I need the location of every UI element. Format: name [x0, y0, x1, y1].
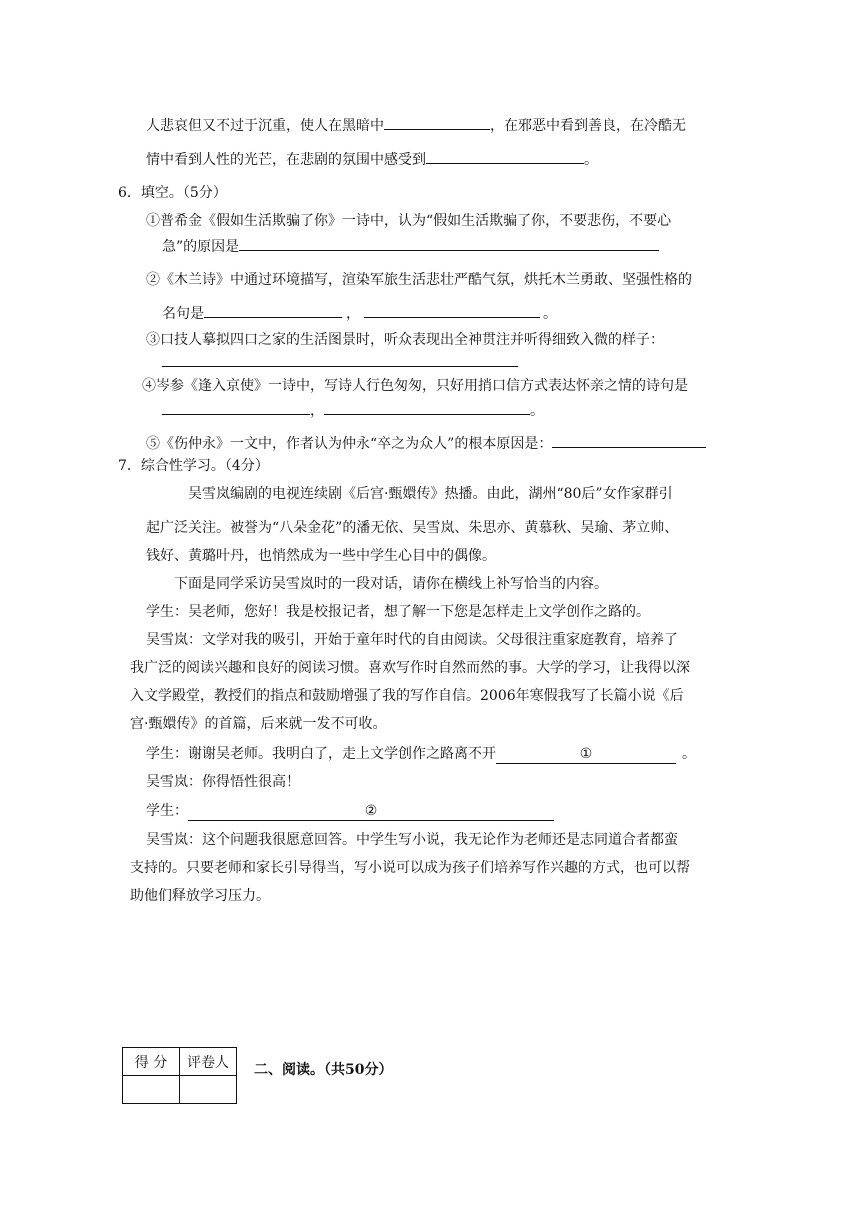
continued-text-line-1: 人悲哀但又不过于沉重，使人在黑暗中 ，在邪恶中看到善良，在冷酷无: [146, 115, 686, 136]
score-table: [122, 1047, 237, 1104]
answer-blank-2[interactable]: ②: [188, 802, 554, 821]
dialogue-author-3-line-2: 支持的。只要老师和家长引导得当，写小说可以成为孩子们培养写作兴趣的方式，也可以帮: [130, 860, 690, 876]
answer-blank[interactable]: [239, 236, 659, 251]
dialogue-author-1-line-1: 吴雪岚：文学对我的吸引，开始于童年时代的自由阅读。父母很注重家庭教育，培养了: [146, 632, 678, 648]
dialogue-author-1-line-4: 宫·甄嬛传》的首篇，后来就一发不可收。: [130, 716, 387, 732]
dialogue-student-3: 学生： ②: [146, 801, 554, 821]
answer-blank[interactable]: [426, 149, 584, 164]
answer-blank[interactable]: [384, 115, 490, 130]
q7-para-1-line-1: 吴雪岚编剧的电视连续剧《后宫·甄嬛传》热播。由此，湖州“80后”女作家群引: [188, 486, 673, 502]
answer-blank[interactable]: [204, 303, 342, 318]
q7-para-1-line-2: 起广泛关注。被誉为“八朵金花”的潘无依、吴雪岚、朱思亦、黄慕秋、吴瑜、茅立帅、: [146, 520, 679, 536]
dialogue-student-2: 学生：谢谢吴老师。我明白了，走上文学创作之路离不开 ① 。: [146, 746, 696, 762]
q6-item-3-line-2: [162, 352, 518, 373]
q6-item-5: ⑤《伤仲永》一文中，作者认为仲永“卒之为众人”的根本原因是：: [146, 433, 706, 454]
grader-header: 评卷人: [180, 1048, 237, 1076]
q6-item-1-line-2: 急”的原因是: [162, 236, 659, 257]
dialogue-author-3-line-3: 助他们释放学习压力。: [130, 888, 270, 904]
dialogue-author-2: 吴雪岚：你得悟性很高！: [146, 774, 300, 790]
q7-para-1-line-3: 钱好、黄璐叶丹，也悄然成为一些中学生心目中的偶像。: [146, 548, 496, 564]
answer-blank-1[interactable]: ①: [496, 745, 676, 764]
q6-item-3-line-1: ③口技人摹拟四口之家的生活图景时，听众表现出全神贯注并听得细致入微的样子：: [146, 332, 664, 348]
continued-text-line-2: 情中看到人性的光芒，在悲剧的氛围中感受到 。: [146, 149, 598, 170]
q7-para-2: 下面是同学采访吴雪岚时的一段对话，请你在横线上补写恰当的内容。: [174, 576, 608, 592]
answer-blank[interactable]: [552, 433, 706, 448]
q6-item-4-line-1: ④岑参《逢入京使》一诗中，写诗人行色匆匆，只好用捎口信方式表达怀亲之情的诗句是: [142, 378, 688, 394]
q6-item-1-line-1: ①普希金《假如生活欺骗了你》一诗中，认为“假如生活欺骗了你，不要悲伤，不要心: [146, 213, 672, 229]
q6-item-4-line-2: ， 。: [162, 400, 544, 421]
score-cell[interactable]: [123, 1076, 180, 1104]
dialogue-student-1: 学生：吴老师，您好！我是校报记者，想了解一下您是怎样走上文学创作之路的。: [146, 604, 650, 620]
question-6-title: 6．填空。（5分）: [118, 185, 227, 201]
grader-cell[interactable]: [180, 1076, 237, 1104]
dialogue-author-1-line-3: 入文学殿堂，教授们的指点和鼓励增强了我的写作自信。2006年寒假我写了长篇小说《后: [130, 688, 684, 704]
answer-blank[interactable]: [364, 303, 540, 318]
section-2-title: 二、阅读。（共50分）: [254, 1062, 393, 1078]
q6-item-2-line-1: ②《木兰诗》中通过环境描写，渲染军旅生活悲壮严酷气氛，烘托木兰勇敢、坚强性格的: [146, 272, 692, 288]
answer-blank[interactable]: [162, 400, 310, 415]
question-7-title: 7．综合性学习。（4分）: [118, 458, 269, 474]
answer-blank[interactable]: [162, 352, 518, 367]
score-header: 得 分: [123, 1048, 180, 1076]
answer-blank[interactable]: [324, 400, 530, 415]
dialogue-author-3-line-1: 吴雪岚：这个问题我很愿意回答。中学生写小说，我无论作为老师还是志同道合者都蛮: [146, 832, 678, 848]
dialogue-author-1-line-2: 我广泛的阅读兴趣和良好的阅读习惯。喜欢写作时自然而然的事。大学的学习，让我得以深: [130, 660, 690, 676]
q6-item-2-line-2: 名句是 ， 。: [162, 303, 560, 324]
